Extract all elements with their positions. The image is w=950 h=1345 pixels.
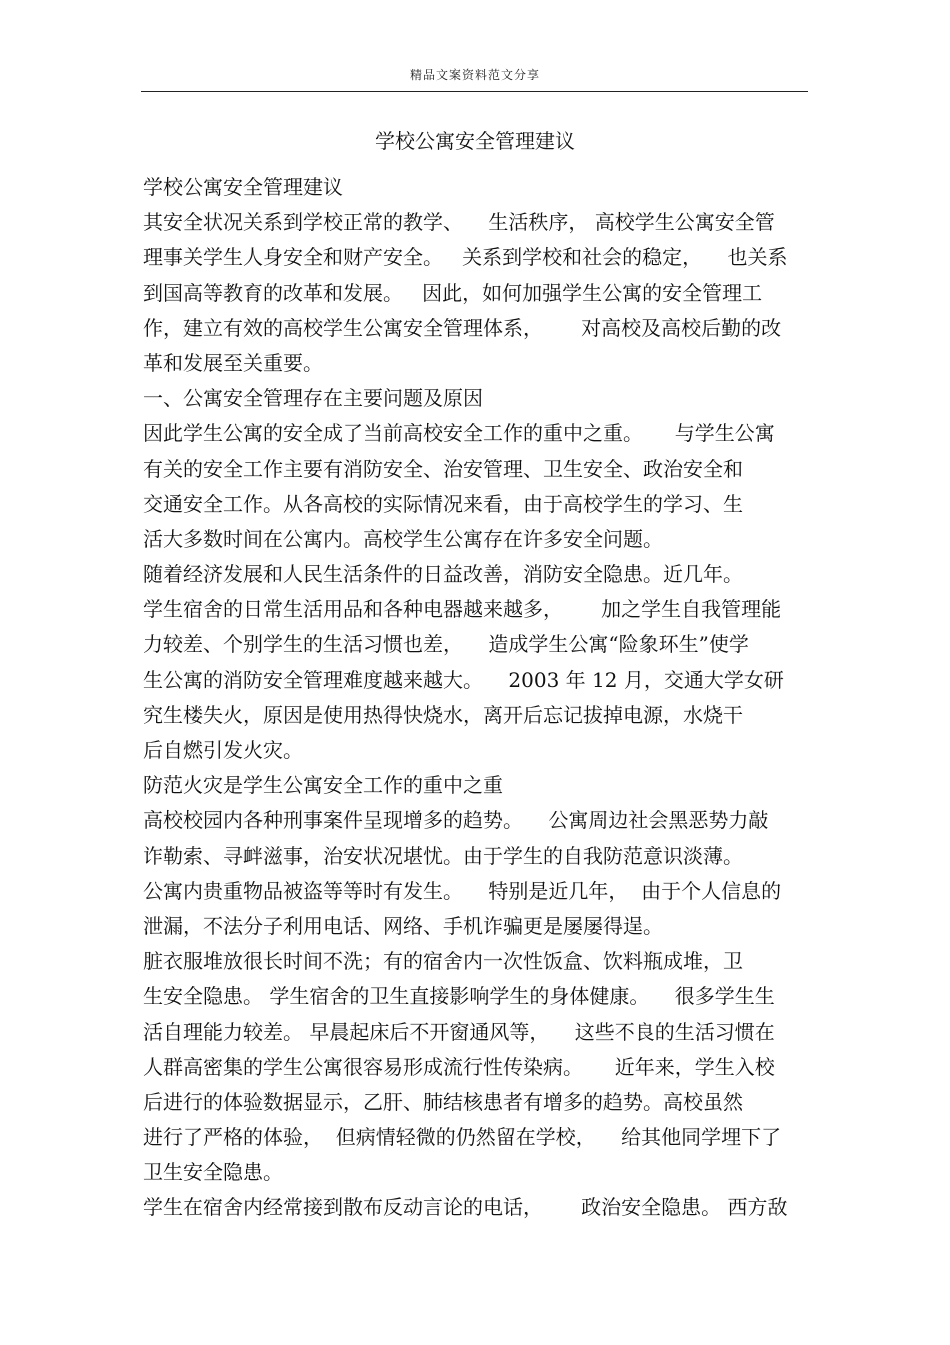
body-line: 卫生安全隐患。 xyxy=(143,1160,283,1185)
body-line: 诈勒索、寻衅滋事，治安状况堪忧。由于学生的自我防范意识淡薄。 xyxy=(143,843,743,868)
body-line: 一、公寓安全管理存在主要问题及原因 xyxy=(143,386,483,411)
body-line: 公寓内贵重物品被盗等等时有发生。 特别是近几年， 由于个人信息的 xyxy=(143,878,782,903)
body-line: 防范火灾是学生公寓安全工作的重中之重 xyxy=(143,773,503,798)
body-line: 理事关学生人身安全和财产安全。 关系到学校和社会的稳定， 也关系 xyxy=(143,245,788,270)
body-line: 交通安全工作。从各高校的实际情况来看，由于高校学生的学习、生 xyxy=(143,491,743,516)
body-line: 力较差、个别学生的生活习惯也差， 造成学生公寓“险象环生”使学 xyxy=(143,632,749,657)
body-line: 作，建立有效的高校学生公寓安全管理体系， 对高校及高校后勤的改 xyxy=(143,315,782,340)
page-header: 精品文案资料范文分享 xyxy=(409,68,540,82)
body-line: 革和发展至关重要。 xyxy=(143,350,323,375)
body-line: 泄漏，不法分子利用电话、网络、手机诈骗更是屡屡得逞。 xyxy=(143,913,663,938)
document-title: 学校公寓安全管理建议 xyxy=(375,129,575,153)
body-line: 后进行的体验数据显示，乙肝、肺结核患者有增多的趋势。高校虽然 xyxy=(143,1089,743,1114)
body-line: 高校校园内各种刑事案件呈现增多的趋势。 公寓周边社会黑恶势力敲 xyxy=(143,808,769,833)
body-line: 活大多数时间在公寓内。高校学生公寓存在许多安全问题。 xyxy=(143,526,663,551)
body-line: 后自燃引发火灾。 xyxy=(143,738,303,762)
body-line: 人群高密集的学生公寓很容易形成流行性传染病。 近年来，学生入校 xyxy=(143,1054,775,1079)
body-line: 生安全隐患。 学生宿舍的卫生直接影响学生的身体健康。 很多学生生 xyxy=(143,984,775,1009)
body-line: 因此学生公寓的安全成了当前高校安全工作的重中之重。 与学生公寓 xyxy=(143,421,775,446)
body-line: 随着经济发展和人民生活条件的日益改善，消防安全隐患。近几年。 xyxy=(143,562,743,587)
document-body xyxy=(143,170,813,1226)
header-divider xyxy=(141,91,808,92)
body-line: 脏衣服堆放很长时间不洗；有的宿舍内一次性饭盒、饮料瓶成堆，卫 xyxy=(143,949,743,974)
body-line: 学生宿舍的日常生活用品和各种电器越来越多， 加之学生自我管理能 xyxy=(143,597,782,622)
body-line: 进行了严格的体验， 但病情轻微的仍然留在学校， 给其他同学埋下了 xyxy=(143,1125,782,1150)
body-line: 活自理能力较差。 早晨起床后不开窗通风等， 这些不良的生活习惯在 xyxy=(143,1019,775,1044)
body-line: 学生在宿舍内经常接到散布反动言论的电话， 政治安全隐患。 西方敌 xyxy=(143,1195,788,1220)
body-line: 究生楼失火，原因是使用热得快烧水，离开后忘记拔掉电源，水烧干 xyxy=(143,702,743,727)
body-line: 生公寓的消防安全管理难度越来越大。 2003 年 12 月，交通大学女研 xyxy=(143,667,784,692)
body-line: 其安全状况关系到学校正常的教学、 生活秩序， 高校学生公寓安全管 xyxy=(143,210,775,235)
body-line: 有关的安全工作主要有消防安全、治安管理、卫生安全、政治安全和 xyxy=(143,456,743,481)
body-line: 学校公寓安全管理建议 xyxy=(143,175,343,199)
body-line: 到国高等教育的改革和发展。 因此，如何加强学生公寓的安全管理工 xyxy=(143,280,763,305)
